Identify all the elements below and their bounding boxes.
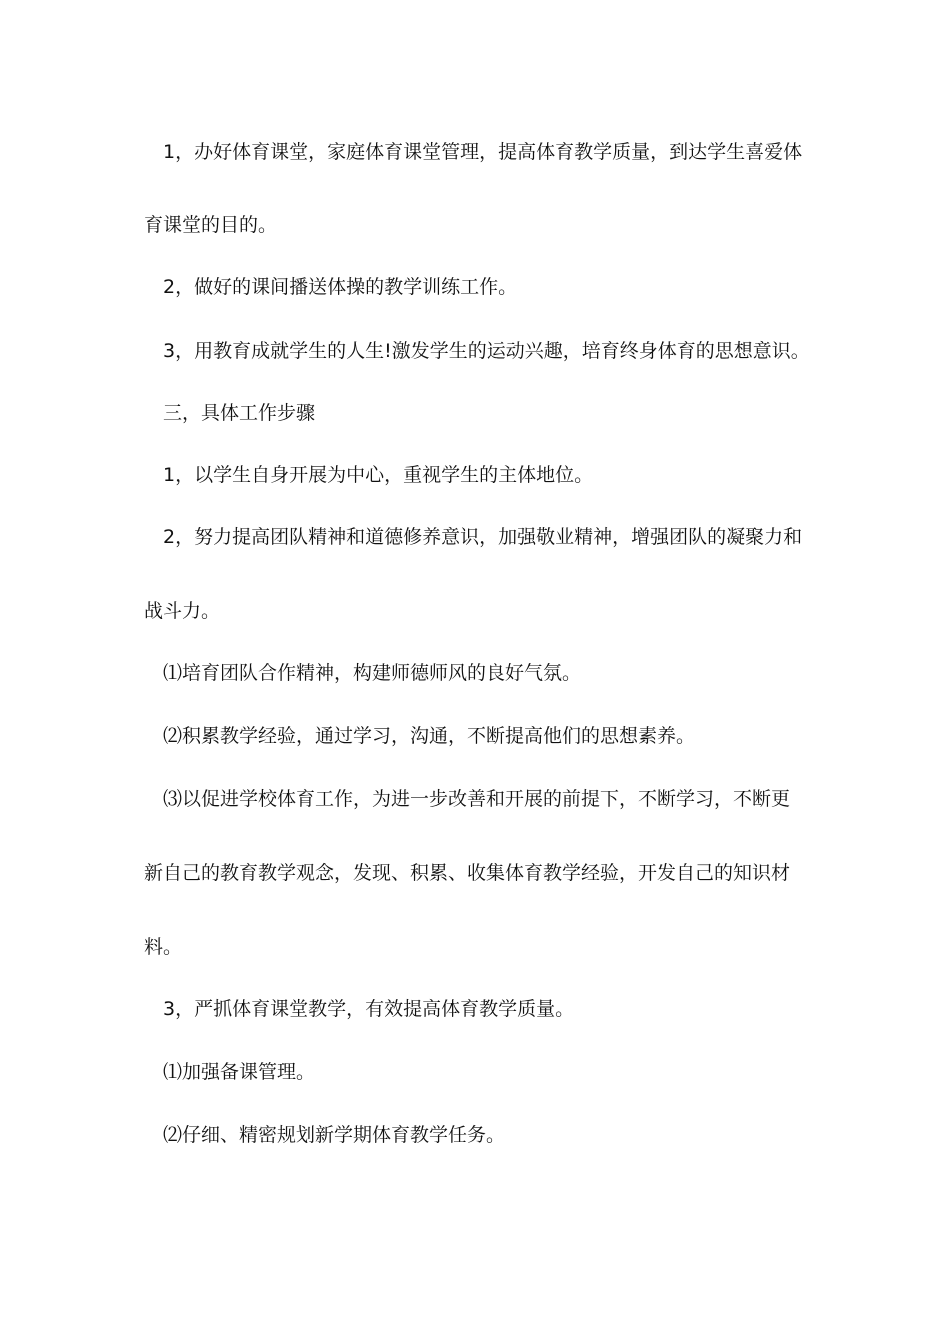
text-line: ⑶以促进学校体育工作，为进一步改善和开展的前提下，不断学习，不断更 xyxy=(163,788,791,810)
text-line: 料。 xyxy=(144,936,183,958)
text-line: ⑴加强备课管理。 xyxy=(163,1061,316,1083)
text-line: 新自己的教育教学观念，发现、积累、收集体育教学经验，开发自己的知识材 xyxy=(144,862,791,884)
text-line: 1，办好体育课堂，家庭体育课堂管理，提高体育教学质量，到达学生喜爱体 xyxy=(163,141,803,163)
text-line: 2，努力提高团队精神和道德修养意识，加强敬业精神，增强团队的凝聚力和 xyxy=(163,526,803,548)
text-line: 1，以学生自身开展为中心，重视学生的主体地位。 xyxy=(163,464,594,486)
text-line: 3，严抓体育课堂教学，有效提高体育教学质量。 xyxy=(163,998,575,1020)
text-line: ⑵积累教学经验，通过学习，沟通，不断提高他们的思想素养。 xyxy=(163,725,696,747)
text-line: ⑵仔细、精密规划新学期体育教学任务。 xyxy=(163,1124,506,1146)
text-line: 战斗力。 xyxy=(144,600,221,622)
text-line: 育课堂的目的。 xyxy=(144,214,278,236)
section-heading: 三，具体工作步骤 xyxy=(163,402,316,424)
text-line: 3，用教育成就学生的人生!激发学生的运动兴趣，培育终身体育的思想意识。 xyxy=(163,340,810,362)
text-line: 2，做好的课间播送体操的教学训练工作。 xyxy=(163,276,518,298)
text-line: ⑴培育团队合作精神，构建师德师风的良好气氛。 xyxy=(163,662,582,684)
